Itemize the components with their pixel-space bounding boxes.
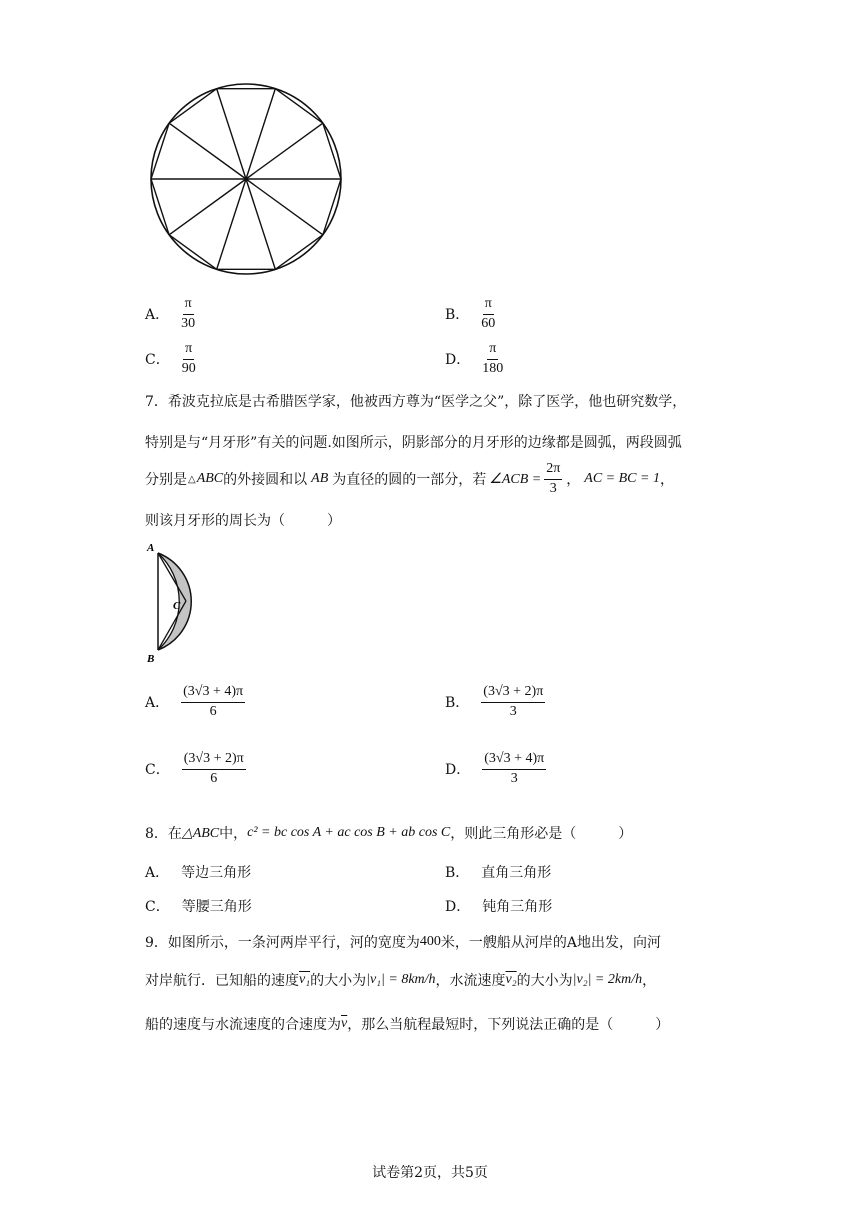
q7-option-a[interactable]: A． $\frac{(3√3 + 4)\pi}{6}$	[145, 684, 244, 719]
decagon-spoke	[217, 179, 246, 269]
q7-line-1: 7．希波克拉底是古希腊医学家，他被西方尊为“医学之父”，除了医学，他也研究数学，	[145, 394, 687, 410]
q6-option-b[interactable]: B． $\frac{\pi}{60}$	[445, 296, 496, 331]
label-c: C	[173, 600, 181, 612]
q9-line-2: 对岸航行．已知船的速度 v₁ 的大小为 |v₁| = 8km/h ，水流速度 v₂ 的大小为 |v₂| = 2km/h ，	[145, 972, 657, 989]
q7-option-b[interactable]: B． $\frac{(3√3 + 2)\pi}{3}$	[445, 684, 544, 719]
q6-option-d[interactable]: D． $\frac{\pi}{180}$	[445, 341, 504, 376]
q8-question: 8．在 △ABC 中， c² = bc cos A + ac cos B + ab cos C ，则此三角形必是（ ）	[145, 825, 633, 842]
decagon-spoke	[217, 89, 246, 179]
decagon-spoke	[169, 123, 246, 179]
label-a: A	[147, 542, 155, 554]
decagon-spoke	[246, 179, 323, 235]
crescent-figure	[144, 538, 224, 666]
q7-line-2: 特别是与“月牙形”有关的问题.如图所示，阴影部分的月牙形的边缘都是圆弧，两段圆弧	[145, 435, 682, 451]
q7-option-d[interactable]: D． $\frac{(3√3 + 4)\pi}{3}$	[445, 751, 545, 786]
decagon-figure	[148, 82, 344, 278]
q7-line-4: 则该月牙形的周长为（ ）	[145, 513, 341, 529]
q7-line-3: 分别是 △ ABC 的外接圆和以 AB 为直径的圆的一部分，若 ∠ACB = $\frac{2\pi}{3}$ ， AC = BC = 1 ，	[145, 461, 674, 496]
q9-line-3: 船的速度与水流速度的合速度为 $\overline{v}$ ，那么当航程最短时，下列说法正确的是（ ）	[145, 1016, 670, 1033]
decagon-spoke	[246, 123, 323, 179]
q6-option-a[interactable]: A． $\frac{\pi}{30}$	[145, 296, 196, 331]
decagon-spoke	[246, 89, 275, 179]
q8-option-a[interactable]: A． 等边三角形	[145, 865, 252, 881]
q8-option-d[interactable]: D． 钝角三角形	[445, 899, 553, 915]
label-b: B	[147, 653, 155, 665]
decagon-spoke	[169, 179, 246, 235]
q6-option-c[interactable]: C． $\frac{\pi}{90}$	[145, 341, 196, 376]
q8-option-c[interactable]: C． 等腰三角形	[145, 899, 252, 915]
q8-option-b[interactable]: B． 直角三角形	[445, 865, 552, 881]
q9-line-1: 9．如图所示，一条河两岸平行，河的宽度为 400 米，一艘船从河岸的A地出发，向河	[145, 934, 662, 951]
page-footer: 试卷第2页，共5页	[372, 1165, 488, 1181]
q7-option-c[interactable]: C． $\frac{(3√3 + 2)\pi}{6}$	[145, 751, 244, 786]
decagon-spoke	[246, 179, 275, 269]
